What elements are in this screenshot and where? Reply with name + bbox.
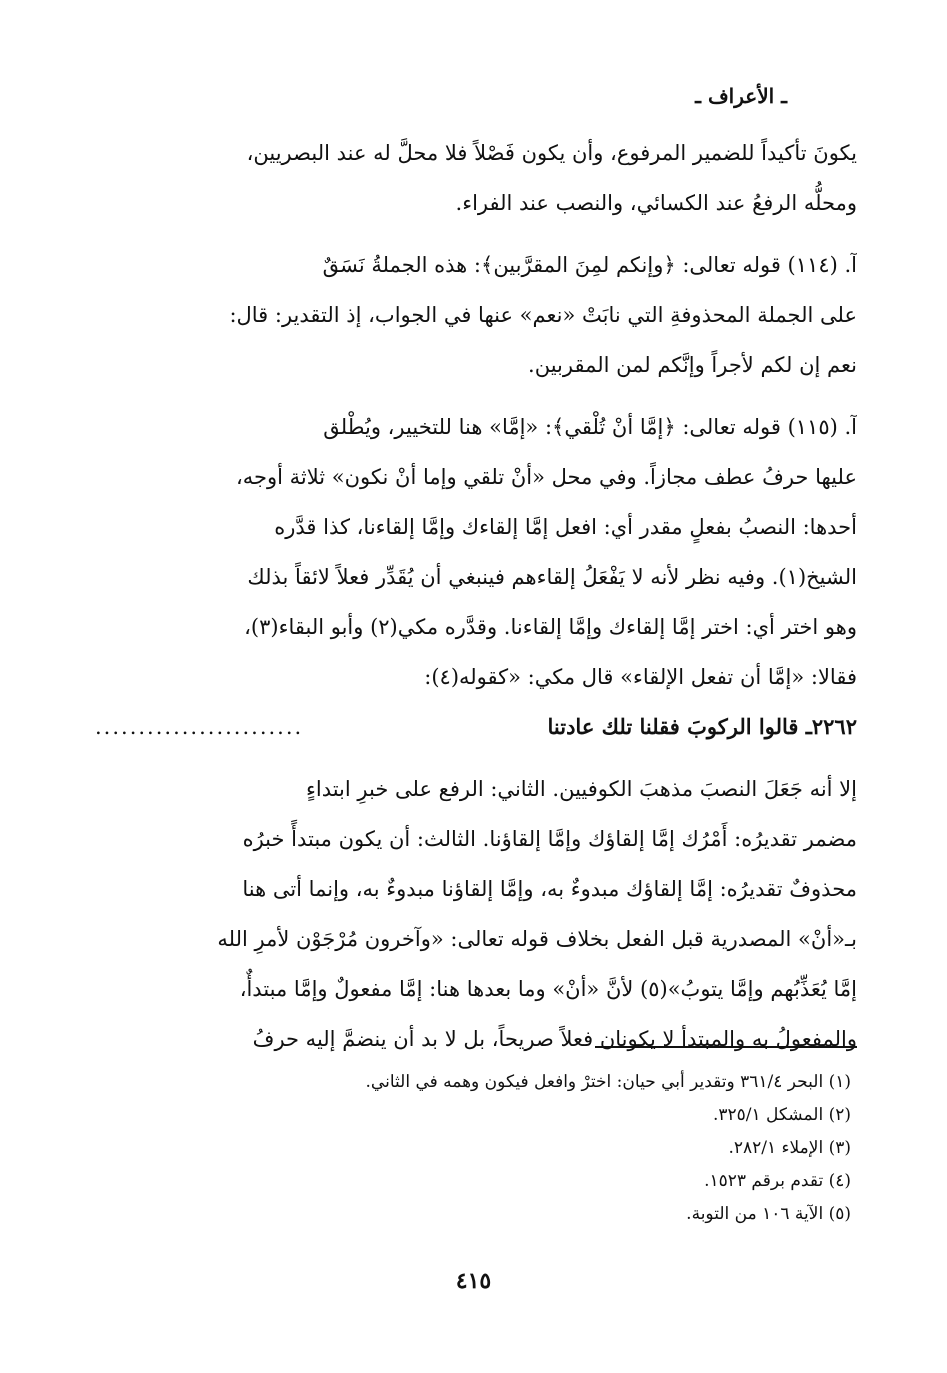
- footnote: (٥) الآية ١٠٦ من التوبة.: [686, 1204, 851, 1224]
- text-line: والمفعولُ به والمبتدأ لا يكونان فعلاً صريحاً، بل لا بد أن ينضمَّ إليه حرفُ: [252, 1027, 857, 1051]
- verse-dots: ........................: [95, 715, 304, 739]
- footnote: (١) البحر ٣٦١/٤ وتقدير أبي حيان: اخترْ وافعل فيكون وهمه في الثاني.: [365, 1072, 851, 1092]
- verse-number: ٢٢٦٢ـ: [805, 714, 857, 739]
- text-line: محذوفٌ تقديرُه: إمَّا إلقاؤك مبدوءٌ به، وإمَّا إلقاؤنا مبدوءٌ به، وإنما أتى هنا: [242, 877, 857, 901]
- running-title: ـ الأعراف ـ: [695, 84, 787, 108]
- verse-text: قالوا الركوبَ فقلنا تلك عادتنا: [547, 714, 799, 739]
- paragraph-4: [95, 764, 857, 1064]
- text-line: الشيخ(١). وفيه نظر لأنه لا يَفْعَلُ إلقاءهم فينبغي أن يُقَدِّر فعلاً لائقاً بذلك: [247, 565, 857, 589]
- text-line: آ. (١١٥) قوله تعالى: ﴿إمَّا أنْ تُلْقي﴾: «إمَّا» هنا للتخيير، ويُطْلق: [323, 415, 857, 439]
- text-line: نعم إن لكم لأجراً وإنَّكم لمن المقربين.: [528, 353, 857, 377]
- page-number: ٤١٥: [455, 1268, 492, 1294]
- text-line: بـ«أنْ» المصدرية قبل الفعل بخلاف قوله تعالى: «وآخرون مُرْجَوْن لأمرِ الله: [217, 927, 857, 951]
- footnote-divider: [595, 1046, 857, 1048]
- paragraph-1: [95, 128, 857, 228]
- text-line: إلا أنه جَعَلَ النصبَ مذهبَ الكوفيين. الثاني: الرفع على خبرِ ابتداءٍ: [305, 777, 857, 801]
- text-line: عليها حرفُ عطف مجازاً. وفي محل «أنْ تلقي وإما أنْ نكون» ثلاثة أوجه،: [235, 465, 857, 489]
- main-text: [95, 128, 857, 1064]
- footnote: (٢) المشكل ٣٢٥/١.: [712, 1105, 851, 1125]
- text-line: أحدها: النصبُ بفعلٍ مقدر أي: افعل إمَّا إلقاءك وإمَّا إلقاءنا، كذا قدَّره: [274, 515, 857, 539]
- paragraph-3: [95, 402, 857, 702]
- text-line: إمَّا يُعَذِّبُهم وإمَّا يتوبُ»(٥) لأنَّ «أنْ» وما بعدها هنا: إمَّا مفعولٌ وإمَّا مبتدأٌ،: [239, 977, 857, 1001]
- footnote: (٣) الإملاء ٢٨٢/١.: [728, 1138, 851, 1158]
- paragraph-2: [95, 240, 857, 390]
- text-line: ومحلُّه الرفعُ عند الكسائي، والنصب عند الفراء.: [455, 191, 857, 215]
- text-line: آ. (١١٤) قوله تعالى: ﴿وإنكم لمِنَ المقرَّبين﴾: هذه الجملةُ نَسَقٌ: [322, 253, 857, 277]
- footnote: (٤) تقدم برقم ١٥٢٣.: [704, 1171, 851, 1191]
- verse-line: [95, 702, 857, 752]
- text-line: وهو اختر أي: اختر إمَّا إلقاءك وإمَّا إلقاءنا. وقدَّره مكي(٢) وأبو البقاء(٣)،: [244, 615, 857, 639]
- text-line: مضمر تقديرُه: أَمْرُك إمَّا إلقاؤك وإمَّا إلقاؤنا. الثالث: أن يكون مبتدأً خبرُه: [242, 827, 857, 851]
- text-line: فقالا: «إمَّا أن تفعل الإلقاء» قال مكي: «كقوله(٤):: [424, 665, 857, 689]
- text-line: على الجملة المحذوفةِ التي نابَتْ «نعم» عنها في الجواب، إذ التقدير: قال:: [229, 303, 857, 327]
- text-line: يكونَ تأكيداً للضمير المرفوع، وأن يكون فَصْلاً فلا محلَّ له عند البصريين،: [246, 141, 857, 165]
- footnotes: [151, 1066, 851, 1231]
